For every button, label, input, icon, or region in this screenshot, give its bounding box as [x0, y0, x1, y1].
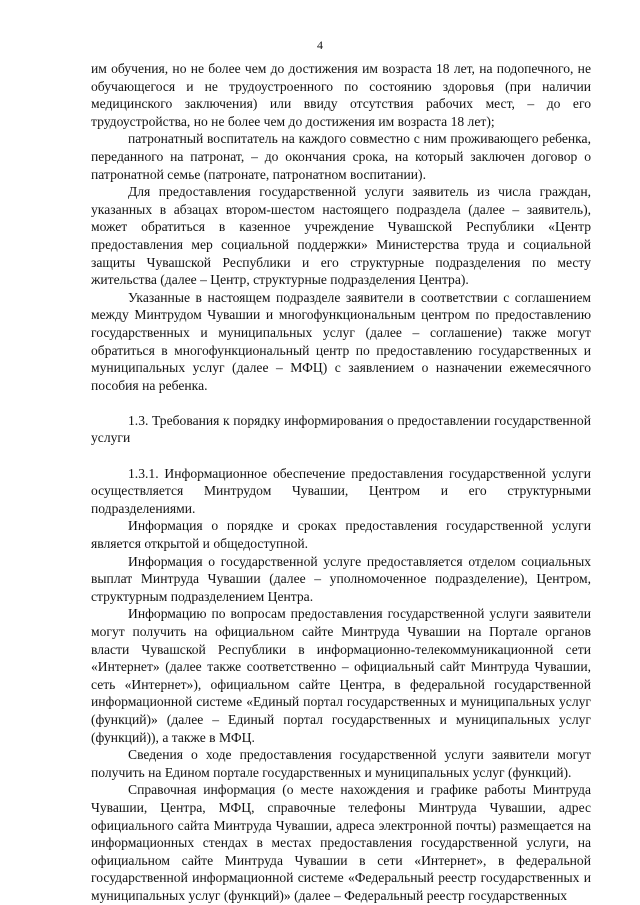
document-body	[91, 60, 591, 905]
paragraph-info-open: Информация о порядке и сроках предоставления государственной услуги является открытой и общедоступной.	[91, 518, 591, 552]
paragraph-info-provided-by: Информация о государственной услуге предоставляется отделом социальных выплат Минтруда Чувашии (далее – уполномоченное подразделение), Центром, структурным подразделением Центра.	[91, 553, 591, 604]
paragraph-1-3-1: 1.3.1. Информационное обеспечение предоставления государственной услуги осуществляется Минтрудом Чувашии, Центром и его структурными подразделениями.	[91, 465, 591, 516]
paragraph-continuation: им обучения, но не более чем до достижения им возраста 18 лет, на подопечного, не обучающегося и не трудоустроенного по состоянию здоровья (при наличии медицинского заключения) или ввиду отсутствия рабочих мест, – до его трудоустройства, но не более чем до достижения им возраста 18 лет);	[91, 61, 591, 129]
paragraph-foster-caregiver: патронатный воспитатель на каждого совместно с ним проживающего ребенка, переданного на патронат, – до окончания срока, на который заключен договор о патронатной семье (патронате, патронатном воспитании).	[91, 131, 591, 182]
page-number: 4	[317, 38, 323, 52]
paragraph-status-info: Сведения о ходе предоставления государственной услуги заявители могут получить на Едином портале государственных и муниципальных услуг (функций).	[91, 747, 591, 780]
section-heading-1-3: 1.3. Требования к порядку информирования о предоставлении государственной услуги	[91, 412, 591, 446]
paragraph-mfc-agreement: Указанные в настоящем подразделе заявители в соответствии с соглашением между Минтрудом Чувашии и многофункциональным центром по предоставлению государственных и муниципальных услуг (далее – соглашение) также могут обратиться в многофункциональный центр по предоставлению государственных и муниципальных услуг (далее – МФЦ) с заявлением о назначении ежемесячного пособия на ребенка.	[91, 289, 591, 393]
paragraph-reference-info: Справочная информация (о месте нахождения и графике работы Минтруда Чувашии, Центра, МФЦ, справочные телефоны Минтруда Чувашии, адрес официального сайта Минтруда Чувашии, адреса электронной почты) размещается на информационных стендах в местах предоставления государственной услуги, на официальном сайте Минтруда Чувашии в сети «Интернет», в федеральной государственной информационной системе «Федеральный реестр государственных и муниципальных услуг (функций)» (далее – Федеральный реестр государственных	[91, 782, 591, 903]
paragraph-info-online: Информацию по вопросам предоставления государственной услуги заявители могут получить на официальном сайте Минтруда Чувашии на Портале органов власти Чувашской Республики в информационно-телекоммуникационной сети «Интернет» (далее также соответственно – официальный сайт Минтруда Чувашии, сеть «Интернет»), официальном сайте Центра, в федеральной государственной информационной системе «Единый портал государственных и муниципальных услуг (функций)» (далее – Единый портал государственных и муниципальных услуг (функций)), а также в МФЦ.	[91, 606, 591, 745]
paragraph-center-application: Для предоставления государственной услуги заявитель из числа граждан, указанных в абзацах втором-шестом настоящего подраздела (далее – заявитель), может обратиться в казенное учреждение Чувашской Республики «Центр предоставления мер социальной поддержки» Министерства труда и социальной защиты Чувашской Республики и его структурные подразделения по месту жительства (далее – Центр, структурные подразделения Центра).	[91, 184, 591, 288]
